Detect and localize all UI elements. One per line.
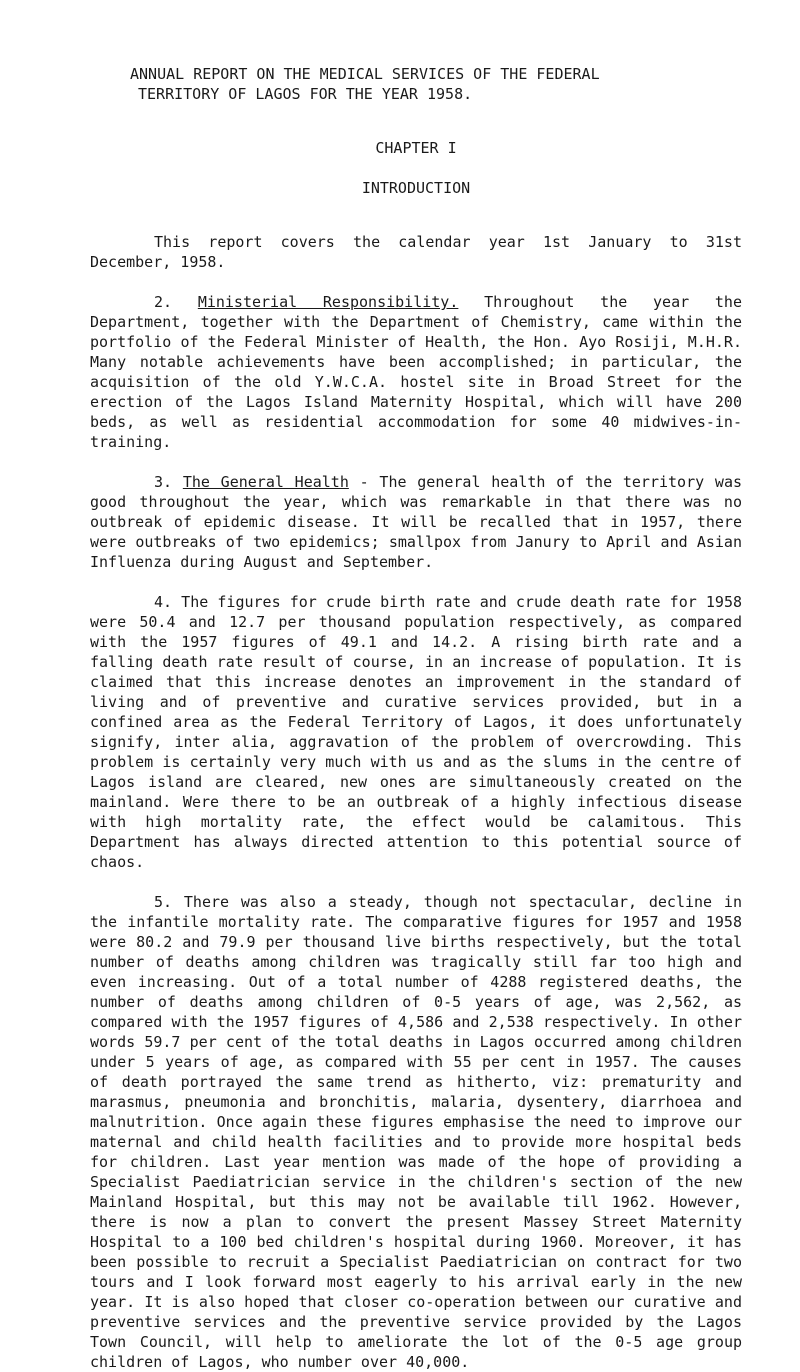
paragraph-2-heading: Ministerial Responsibility. xyxy=(197,293,459,311)
paragraph-2-body: Throughout the year the Department, together with the Department of Chemistry, came within the portfolio of the Federal Minister of Health, the Hon. Ayo Rosiji, M.H.R. Many notable achievements have been accomplished; in particular, the acquisition of the old Y.W.C.A. hostel site in Broad Street for the erection of the Lagos Island Maternity Hospital, which will have 200 beds, as well as residential accommodation for some 40 midwives-in-training. xyxy=(90,293,742,451)
chapter-title: INTRODUCTION xyxy=(361,179,471,197)
paragraph-4: 4. The figures for crude birth rate and crude death rate for 1958 were 50.4 and 12.7 per thousand population respectively, as compared with the 1957 figures of 49.1 and 14.2. A rising birth rate and a falling death rate result of course, in an increase of population. It is claimed that this increase denotes an improvement in the standard of living and of preventive and curative services provided, but in a confined area as the Federal Territory of Lagos, it does unfortunately signify, inter alia, aggravation of the problem of overcrowding. This problem is certainly very much with us and as the slums in the centre of Lagos island are cleared, new ones are simultaneously created on the mainland. Were there to be an outbreak of a highly infectious disease with high mortality rate, the effect would be calamitous. This Department has always directed attention to this potential source of chaos. xyxy=(90,593,742,871)
report-title xyxy=(130,64,742,104)
paragraph-5: 5. There was also a steady, though not spectacular, decline in the infantile mortality rate. The comparative figures for 1957 and 1958 were 80.2 and 79.9 per thousand live births respectively, but the total number of deaths among children was tragically still far too high and even increasing. Out of a total number of 4288 registered deaths, the number of deaths among children of 0-5 years of age, was 2,562, as compared with the 1957 figures of 4,586 and 2,538 respectively. In other words 59.7 per cent of the total deaths in Lagos occurred among children under 5 years of age, as compared with 55 per cent in 1957. The causes of death portrayed the same trend as hitherto, viz: prematurity and marasmus, pneumonia and bronchitis, malaria, dysentery, diarrhoea and malnutrition. Once again these figures emphasise the need to improve our maternal and child health facilities and to provide more hospital beds for children. Last year mention was made of the hope of providing a Specialist Paediatrician service in the children's section of the new Mainland Hospital, but this may not be available till 1962. However, there is now a plan to convert the present Massey Street Maternity Hospital to a 100 bed children's hospital during 1960. Moreover, it has been possible to recruit a Specialist Paediatrician on contract for two tours and I look forward most eagerly to his arrival early in the new year. It is also hoped that closer co-operation between our curative and preventive services and the preventive service provided by the Lagos Town Council, will help to ameliorate the lot of the 0-5 age group children of Lagos, who number over 40,000. xyxy=(90,893,742,1371)
paragraph-1: This report covers the calendar year 1st January to 31st December, 1958. xyxy=(90,233,742,271)
title-line-2: TERRITORY OF LAGOS FOR THE YEAR 1958. xyxy=(138,85,473,103)
title-line-1: ANNUAL REPORT ON THE MEDICAL SERVICES OF THE FEDERAL xyxy=(130,65,600,83)
paragraph-3-number: 3. xyxy=(154,473,173,491)
paragraph-3 xyxy=(90,472,742,572)
document-page xyxy=(90,64,742,1372)
paragraph-3-heading: The General Health xyxy=(182,473,349,491)
paragraph-2-number: 2. xyxy=(154,293,173,311)
paragraph-2 xyxy=(90,292,742,452)
chapter-number: CHAPTER I xyxy=(375,139,457,157)
paragraph-3-body: - The general health of the territory was good throughout the year, which was remarkable in that there was no outbreak of epidemic disease. It will be recalled that in 1957, there were outbreaks of two epidemics; smallpox from Janury to April and Asian Influenza during August and September. xyxy=(90,473,743,571)
